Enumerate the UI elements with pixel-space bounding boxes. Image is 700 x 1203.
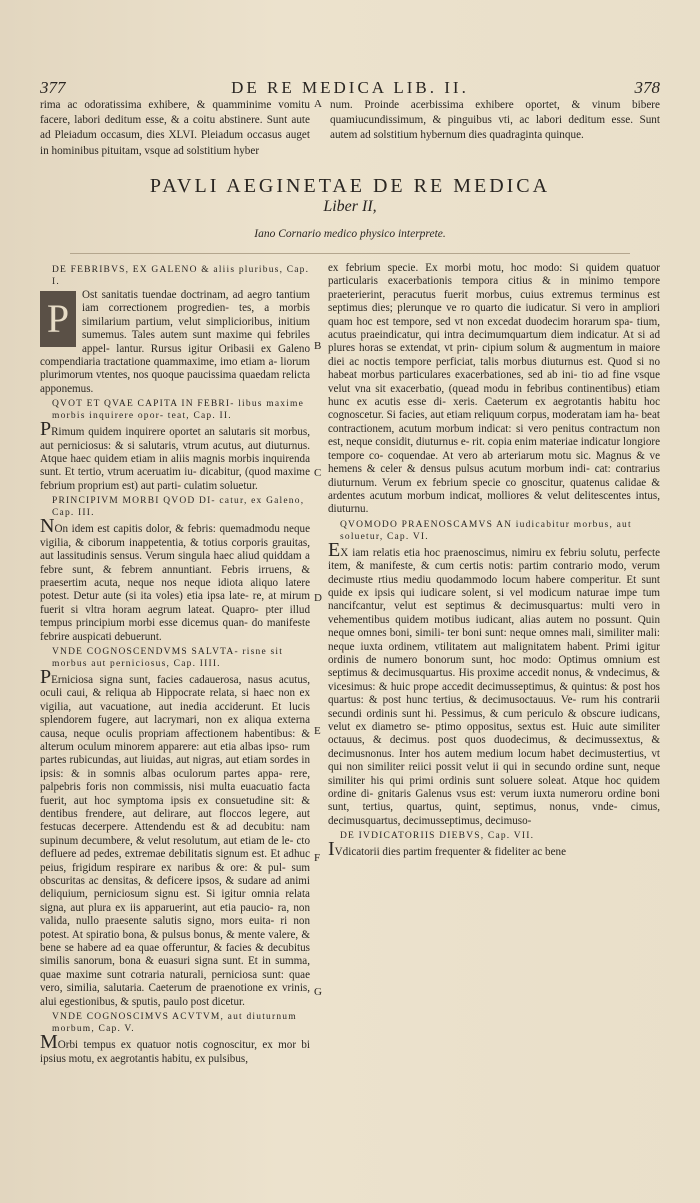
- paragraph: PRimum quidem inquirere oportet an salutaris sit morbus, aut perniciosus: & si salutaris, vtrum acutus, aut diuturnus. Atque haec quidem etiam in aliis magnis morbis inquirenda sunt. Et tertio, vtrum aceruatim iu- dicabitur, (quod maxime febrium proprium est) aut parti- culatim soluetur.: [40, 418, 310, 492]
- chapter-heading: VNDE COGNOSCIMVS ACVTVM, aut diuturnum morbum, Cap. V.: [52, 1012, 297, 1035]
- initial-letter: M: [40, 1031, 58, 1054]
- book-title: PAVLI AEGINETAE DE RE MEDICA: [149, 175, 551, 197]
- chapter-heading: VNDE COGNOSCENDVMS SALVTA- risne sit morbus aut perniciosus, Cap. IIII.: [52, 646, 284, 669]
- divider: [70, 253, 630, 254]
- initial-letter: P: [40, 665, 52, 688]
- margin-letter-g: G: [314, 986, 322, 998]
- chapter-heading: DE FEBRIBVS, EX GALENO & aliis pluribus, Cap. I.: [52, 265, 310, 287]
- top-left-text: rima ac odoratissima exhibere, & quamminime vomitu facere, labori deditum esse, & a coitu abstinere. Sunt aute ad Pleiadum occasum, dies XLVI. Pleiadum occasus auget in hominibus pituitam, vsque ad solstitium hyber: [40, 99, 310, 157]
- chapter-heading: QVOT ET QVAE CAPITA IN FEBRI- libus maxime morbis inquirere opor- teat, Cap. II.: [52, 399, 305, 422]
- page-number-left: 377: [40, 78, 66, 97]
- margin-letter-e: E: [314, 725, 321, 737]
- running-header: [40, 78, 660, 100]
- right-column: [328, 262, 660, 862]
- paragraph: IVdicatorii dies partim frequenter & fideliter ac bene: [328, 838, 566, 861]
- margin-letter-d: D: [314, 592, 322, 604]
- page-number-right: 378: [634, 78, 660, 97]
- book-subtitle: Liber II,: [323, 198, 377, 215]
- initial-letter: N: [40, 515, 55, 538]
- left-column: [40, 262, 310, 1068]
- initial-letter: P: [40, 418, 52, 441]
- margin-letter-f: F: [314, 852, 321, 864]
- top-right-text: num. Proinde acerbissima exhibere oportet, & vinum bibere quamiucundissimum, & pinguibus vti, ac labori deditum esse. Sunt autem ad solstitium hybernum dies quadraginta quinque.: [330, 99, 660, 142]
- initial-letter: I: [328, 838, 335, 861]
- chapter-heading: PRINCIPIVM MORBI QVOD DI- catur, ex Galeno, Cap. III.: [52, 496, 305, 519]
- margin-letter-c: C: [314, 467, 322, 479]
- drop-cap: P: [40, 291, 76, 347]
- margin-letter-b: B: [314, 340, 322, 352]
- paragraph: NOn idem est capitis dolor, & febris: quemadmodu neque vigilia, & ciborum inappetentia, & totius corporis grauitas, aut lassitudinis sensus. Verum singula haec aliud quiddam a febre sunt, & febrem annuntiant. Febris irruens, & praesertim acuta, neque nos neque idiota aliquo latere potest. Detur aute (si ita voles) etia ipsa late- re, at mirum fuerit si vltra horam aegrum lateat. Quapro- pter illud tempus principium morbi esse dicemus quan- do manifeste febrire auspicati debuerunt.: [40, 515, 310, 643]
- paragraph: P Ost sanitatis tuendae doctrinam, ad aegro tantium iam correctionem progredien- tes, a morbis similarium partium, velut simplicioribus, initium sumemus. Tales autem sunt maxime qui febriles appel- lantur. Rursus igitur Oribasii ex Galeno compendiaria tractatione quammaxime, imo etiam a- liorum plurimorum vtentes, nos quoque paucissima quaedam relicta apponemus.: [40, 289, 310, 395]
- paragraph: PErniciosa signa sunt, facies cadauerosa, nasus acutus, oculi caui, & reliqua ab Hippocrate relata, si haec non ex vigilia, aut vacuatione, aut inedia acciderunt. Et lucis splendorem fugere, aut lacrymari, non ex aliqua externa causa, neque oculis propriam affectionem habentibus: & alterum oculum minorem apparere: aut etia albas ipso- rum partes rubicundas, aut liuidas, aut nigras, aut etiam sordes in ipsis: & in somnis albas oculorum partes appa- rere, palpebris foris non commissis, nisi multa euacuatio facta fuerit, aut hoc symptoma ipsis ex consuetudine sit: & dentibus frendere, aut delirare, aut floccos legere, aut festucas decerpere. Attendendu est & ad decubitu: nam supinum decumbere, & velut resolutum, aut etiam de le- cto defluere ad pedes, extremae debilitatis signum est. Et adhuc peius, frigidum respirare ex naribus & ore: & pul- sum obscuritas ac densitas, & deficere ipsos, & sudare ad animi deliquium, perniciosum signu est. Si igitur omnia relata signa, aut plura ex iis apparuerint, aut etia paucio- ra, non valida, nullo praesente salutis signo, mors euita- ri non potest. At spiratio bona, & pulsus bonus, & mente valere, & bene se habere ad ea quae offeruntur, & facies & decubitus similis sanorum, bona & euasuri signa sunt. Et in summa, quae maxime sunt cotraria naturali, perniciosa sunt: quae vero, similia, salutaria. Caeterum de praenotione ex vrinis, alui egestionibus, & sputis, paulo post dicetur.: [40, 665, 310, 1008]
- chapter-heading: DE IVDICATORIIS DIEBVS, Cap. VII.: [340, 831, 535, 842]
- initial-letter: E: [328, 538, 341, 561]
- margin-letter-a: A: [314, 98, 322, 110]
- paragraph: EX iam relatis etia hoc praenoscimus, nimiru ex febriu solutu, perfecte item, & manifeste, & cum certis notis: partim contrario modo, verum decimuste rtius mediu quodammodo locum habere comperitur. Et sunt quide ex ipsis qui iudicare solent, si vel modicum naturae impe tum nancifcantur, velut est septimus & decimusquartus: multi vero in vehementibus quidem motibus iudicant, alias autem no possunt. Quin neque omnes boni, simili- ter boni sunt: neque omnes mali, similiter mali: neque iuxta ordinem, vtilitatem aut malignitatem habent. Primi igitur ordinis de numero bonorum sunt, hoc modo: Optimus omnium est septimus & decimusquartus. His proxime accedit nonus, & vndecimus, & vicesimus: & huic prope accedit decimusseptimus, & quintus: & post hos quartus: & post hunc tertius, & decimusoctauus. Ve- rum his contrarii secundi ordinis sunt hi. Pessimus, & cum periculo & obscure iudicans, velut ex diametro se- ptimo oppositus, sextus est. Huic aute similiter octauus, & decimus. post quos duodecimus, & decimussextus, & decimusnonus. Inter hos autem medium locum habet decimustertius, vt qui non similiter reiici possit velut ii qui in secundo ordine sunt, neque similiter his qui primi ordinis sunt soluere soleat. Atque hoc quidem ordine di- gnitaris Galenus vsus est: verum iuxta numeroru ordine boni sunt, tertius, quartus, quint, septimus, nonus, vnde- cimus, decimusquartus, decimusseptimus, decimuso-: [328, 538, 660, 827]
- paragraph: MOrbi tempus ex quatuor notis cognoscitur, ex mor bi ipsius motu, ex aegrotantis habitu, ex pulsibus,: [40, 1031, 310, 1065]
- translator-line: Iano Cornario medico physico interprete.: [254, 228, 446, 240]
- chapter-heading: QVOMODO PRAENOSCAMVS AN iudicabitur morbus, aut soluetur, Cap. VI.: [340, 519, 632, 542]
- paragraph: ex febrium specie. Ex morbi motu, hoc modo: Si quidem quatuor particularis exacerbationis tempora citius & in minimo tempore praeterierint, peracutus fuerit morbus, cuius extremus terminus est septimus dies; plerunque ve ro quarto die iudicatur. Si vero in ampliori quam hoc est tempore, sed vt non excedat duodecim horarum spa- tium, acutus praeindicatur, qui intra decimumquartum diem indicatur. At si ad plures horas se extendat, vt prin- cipium solum & augmentum in maiore diei ac noctis tempore perficiat, talis morbus diuturnus est. Quod si no habeat morbus particulares exacerbationes, sed ab ini- tio ad fine vsque velut vna sit exacerbatio, (quead modu in febribus continentibus) etiam hunc ex acutis esse di- xeris. Caeterum ex aegrotantis habitu hoc cognoscetur. Si facies, aut etiam reliquum corpus, moderatam iam ha- beat contractionem, acutum morbum indicat: si vero penitus contractum non est, neque considit, diuturnus e- rit. copia enim materiae indicatur longiore tempore co- coquendae. At vero ab arteriarum motu sic. Magnus & ve hemens & celer & densus pulsus acutum morbum indi- cat: contrarius diuturnum. Verum ex febrium specie co gnoscitur, quatenus calidae & ardentes acutum morbum indicat, molliores & velut delitescentes intus, diuturnu.: [328, 262, 660, 516]
- running-title: DE RE MEDICA LIB. II.: [231, 78, 469, 97]
